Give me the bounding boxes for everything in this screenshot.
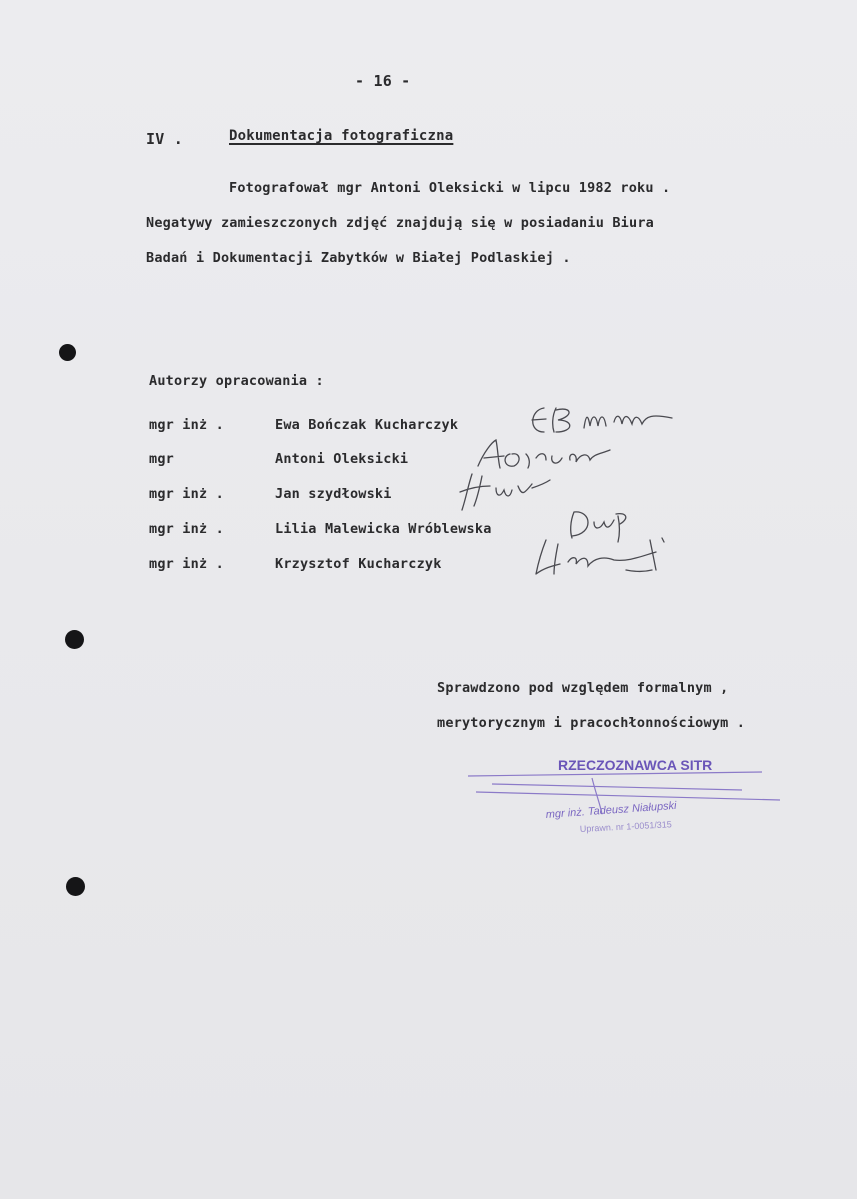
- author-title: mgr inż .: [149, 486, 224, 502]
- author-title: mgr inż .: [149, 521, 224, 537]
- author-title: mgr inż .: [149, 417, 224, 433]
- stamp-title: RZECZOZNAWCA SITR: [558, 757, 713, 773]
- author-title: mgr inż .: [149, 556, 224, 572]
- page-number: - 16 -: [355, 72, 411, 90]
- paragraph-line-2: Negatywy zamieszczonych zdjęć znajdują się w posiadaniu Biura: [146, 215, 654, 231]
- author-name: Lilia Malewicka Wróblewska: [275, 521, 492, 537]
- verification-line-1: Sprawdzono pod względem formalnym ,: [437, 680, 729, 696]
- author-name: Jan szydłowski: [275, 486, 392, 502]
- paragraph-line-3: Badań i Dokumentacji Zabytków w Białej Podlaskiej .: [146, 250, 571, 266]
- signature-1: [522, 402, 692, 440]
- stamp-number: Uprawn. nr 1-0051/315: [579, 819, 673, 834]
- verification-line-2: merytorycznym i pracochłonnościowym .: [437, 715, 746, 731]
- paragraph-line-1: Fotografował mgr Antoni Oleksicki w lipcu 1982 roku .: [229, 180, 671, 196]
- author-name: Krzysztof Kucharczyk: [275, 556, 442, 572]
- section-number: IV .: [146, 130, 183, 148]
- section-title: Dokumentacja fotograficzna: [229, 128, 454, 144]
- author-title: mgr: [149, 451, 174, 467]
- author-name: Ewa Bończak Kucharczyk: [275, 417, 459, 433]
- author-name: Antoni Oleksicki: [275, 451, 409, 467]
- signature-3: [452, 468, 562, 514]
- stamp-name: mgr inż. Tadeusz Niałupski: [545, 799, 677, 821]
- binder-hole: [59, 344, 76, 361]
- binder-hole: [65, 630, 84, 649]
- binder-hole: [66, 877, 85, 896]
- authors-header: Autorzy opracowania :: [149, 373, 324, 389]
- signature-5: [532, 530, 682, 582]
